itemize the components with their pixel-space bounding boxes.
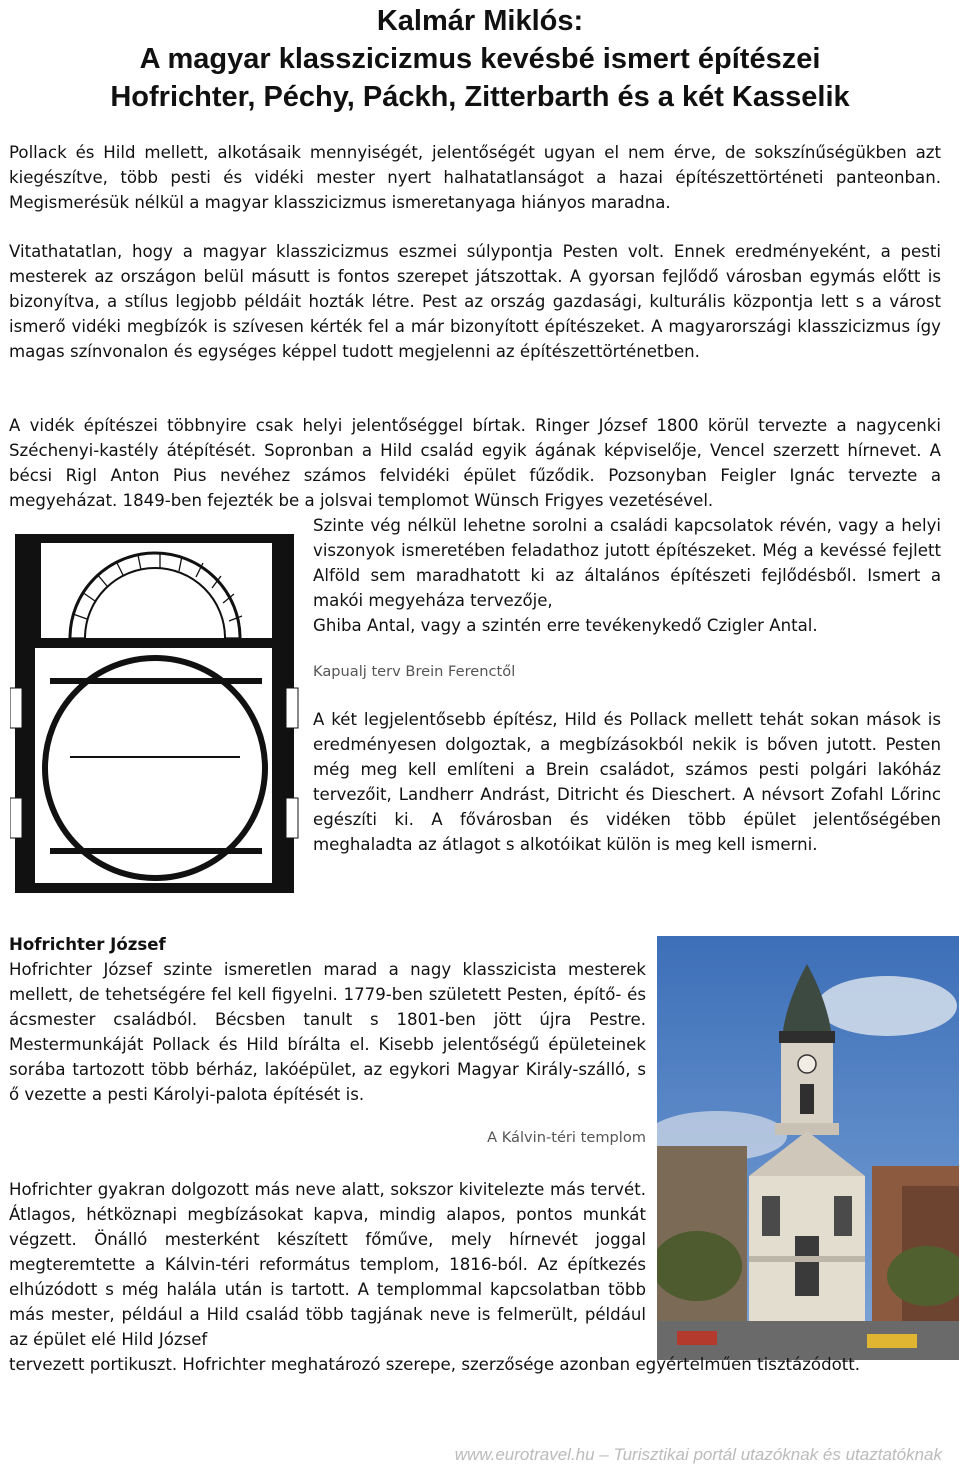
title-author: Kalmár Miklós: [376,5,584,37]
paragraph-kapcsolatok-last: Ghiba Antal, vagy a szintén erre tevékenykedő Czigler Antal. [313,616,818,635]
photo-caption: A Kálvin-téri templom [487,1129,646,1146]
paragraph-kapcsolatok-text: Szinte vég nélkül lehetne sorolni a családi kapcsolatok révén, vagy a helyi viszonyok ismeretében feladathoz jutott építészeket. Még a kevéssé fejlett Alföld sem maradhatott ki az általános építészeti fejlődésből. Ismert a makói megyeháza tervezője, [313,516,941,610]
document-title [0,2,960,116]
paragraph-kalvin-ter-last: tervezett portikuszt. Hofrichter meghatározó szerepe, szerzősége azonban egyértelműen tisztázódott. [9,1355,861,1374]
floor-plan-image [10,528,301,898]
paragraph-videk: A vidék építészei többnyire csak helyi jelentőséggel bírtak. Ringer József 1800 körül tervezte a nagycenki Széchenyi-kastély átépítését. Sopronban a Hild család egyik ágának képviselője, Vencel szerzett hírnevet. A bécsi Rigl Anton Pius nevéhez számos felvidéki épület fűződik. Pozsonyban Feigler Ignác tervezte a megyeházat. 1849-ben fejezték be a jolsvai templomot Wünsch Frigyes vezetésével. [9,416,941,510]
section-heading: Hofrichter József [9,935,166,954]
paragraph-brein: A két legjelentősebb építész, Hild és Pollack mellett tehát sokan mások is eredményesen dolgoztak, a megbízásokból nekik is bőven jutott. Pesten még meg kell említeni a Brein családot, számos pesti polgári lakóház tervezőit, Landherr Andrást, Ditricht és Dieschert. A névsort Zofahl Lőrinc egészíti ki. A fővárosban és vidéken több épület jelentőségében meghaladta az átlagot s alkotóikat külön is meg kell ismerni. [313,710,941,854]
footer-link[interactable]: www.eurotravel.hu – Turisztikai portál utazóknak és utaztatóknak [454,1445,942,1464]
paragraph-hofrichter: Hofrichter József szinte ismeretlen marad a nagy klasszicista mesterek mellett, de tehetségére fel kell figyelni. 1779-ben született Pesten, építő- és ácsmester családból. Bécsben tanult s 1801-ben jött újra Pestre. Mestermunkáját Pollack és Hild bírálta el. Kisebb jelentőségű épületeinek sorába tartozott több bérház, lakóépület, az egykori Magyar Király-szálló, s ő vezette a pesti Károlyi-palota építését is. [9,960,646,1104]
title-subtitle: Hofrichter, Péchy, Páckh, Zitterbarth és a két Kasselik [110,81,850,113]
paragraph-kalvin-ter: Hofrichter gyakran dolgozott más neve alatt, sokszor kivitelezte más tervét. Átlagos, hétköznapi megbízásokat kapva, mindig alapos, pontos munkát végzett. Önálló mesterként készített főműve, mely hírnevét joggal megteremtette a Kálvin-téri református templom, 1816-ból. Az építkezés elhúzódott s még halála után is tartott. A templommal kapcsolatban több más mester, például a Hild család több tagjának neve is felmerült, például az épület elé Hild József [9,1180,646,1349]
title-main: A magyar klasszicizmus kevésbé ismert építészei [139,43,821,75]
plan-caption: Kapualj terv Brein Ferenctől [313,663,516,680]
intro-paragraph: Pollack és Hild mellett, alkotásaik mennyiségét, jelentőségét ugyan el nem érve, de sokszínűségükben azt kiegészítve, több pesti és vidéki mester nyert halhatatlanságot a hazai építészettörténeti panteonban. Megismerésük nélkül a magyar klasszicizmus ismeretanyaga hiányos maradna. [9,143,941,212]
paragraph-kapcsolatok [313,513,941,638]
church-photo [657,936,959,1360]
paragraph-pest: Vitathatatlan, hogy a magyar klasszicizmus eszmei súlypontja Pesten volt. Ennek eredményeként, a pesti mesterek az országon belül másutt is fontos szerepet játszottak. A gyorsan fejlődő városban egymás előtt is bizonyítva, a stílus legjobb példáit hozták létre. Pest az ország gazdasági, kulturális központja lett s a várost ismerő vidéki megbízók is szívesen kérték fel a már bizonyított építészeket. A magyarországi klasszicizmus így magas színvonalon és egységes képpel tudott megjelenni az építészettörténetben. [9,242,941,361]
